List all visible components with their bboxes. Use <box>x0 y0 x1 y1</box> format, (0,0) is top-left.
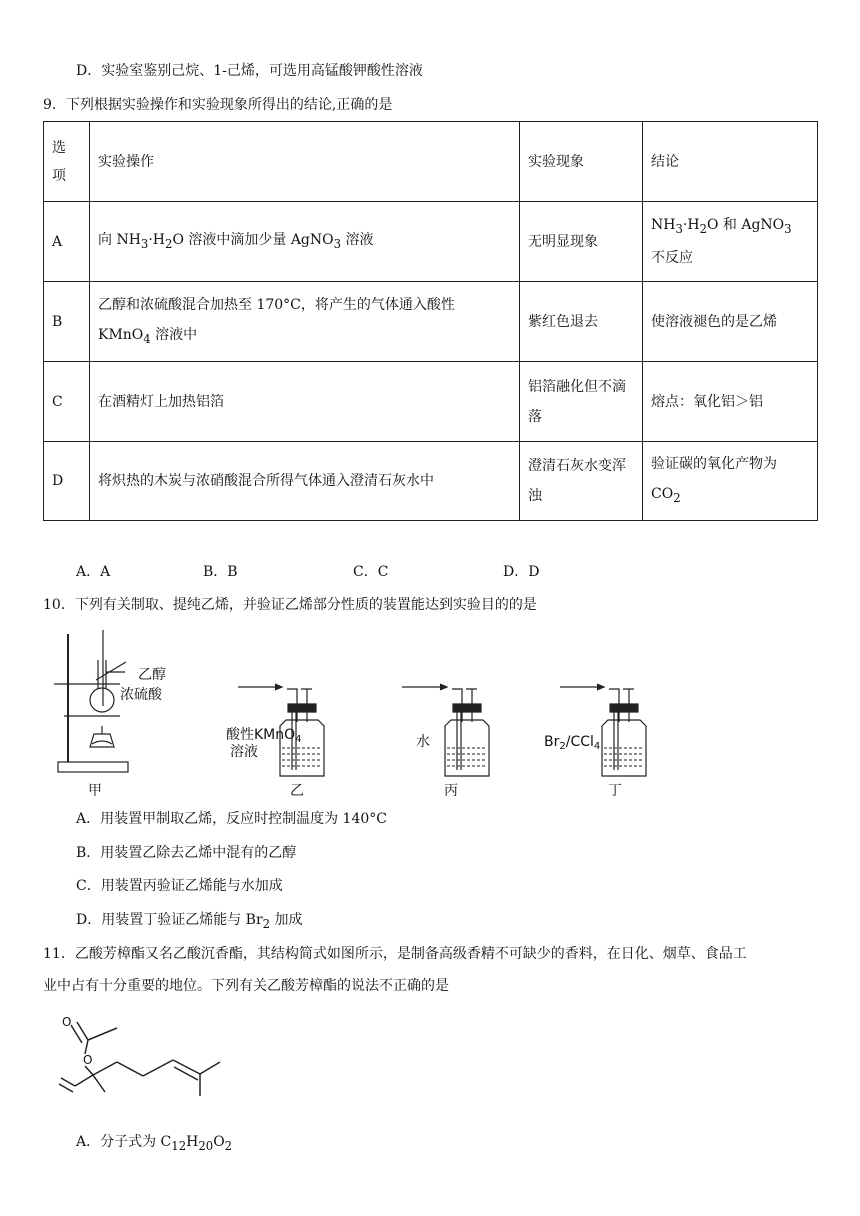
q9-choice-a: A．A <box>76 564 111 580</box>
q9-choice-c: C．C <box>353 564 389 580</box>
q11-stem-line2: 业中占有十分重要的地位。下列有关乙酸芳樟酯的说法不正确的是 <box>43 978 449 994</box>
jia-reagent-label-1: 乙醇 <box>138 667 166 683</box>
q11-option-a: A．分子式为 $C_{12}H_{20}O_2$ <box>76 1134 233 1153</box>
row-conclusion: 熔点：氧化铝＞铝 <box>643 362 818 442</box>
apparatus-ding <box>560 684 646 776</box>
apparatus-bing <box>402 684 489 776</box>
jia-label: 甲 <box>88 783 102 799</box>
yi-label: 乙 <box>290 783 304 799</box>
row-phenomenon: 紫红色退去 <box>520 282 643 362</box>
table-row <box>44 442 818 521</box>
table-row <box>44 282 818 362</box>
table-row <box>44 202 818 282</box>
header-conclusion: 结论 <box>643 122 818 202</box>
table-header-row <box>44 122 818 202</box>
header-phenomenon: 实验现象 <box>520 122 643 202</box>
q10-option-c: C．用装置丙验证乙烯能与水加成 <box>76 878 283 894</box>
bing-reagent-label: 水 <box>416 734 430 750</box>
row-conclusion: $NH_3\cdot H_2O$ 和 AgNO$_3$ 不反应 <box>643 202 818 282</box>
yi-reagent-label-1: 酸性KMnO$_4$ <box>226 727 302 745</box>
apparatus-jia <box>54 630 128 772</box>
q10-option-b: B．用装置乙除去乙烯中混有的乙醇 <box>76 845 297 861</box>
header-option: 选 项 <box>44 122 90 202</box>
row-conclusion: 验证碳的氧化产物为 $CO_2$ <box>643 442 818 521</box>
row-option: D <box>44 442 90 521</box>
q11-molecule-structure <box>55 1010 225 1100</box>
table-row <box>44 362 818 442</box>
q9-choice-b: B．B <box>203 564 238 580</box>
q10-option-d: D．用装置丁验证乙烯能与 $Br_2$ 加成 <box>76 912 303 931</box>
row-operation: 在酒精灯上加热铝箔 <box>90 362 520 442</box>
yi-reagent-label-2: 溶液 <box>230 744 258 760</box>
row-phenomenon: 澄清石灰水变浑浊 <box>520 442 643 521</box>
ding-reagent-label: $Br_2/CCl_4$ <box>544 734 601 752</box>
q10-stem: 10．下列有关制取、提纯乙烯，并验证乙烯部分性质的装置能达到实验目的的是 <box>43 597 537 613</box>
bing-label: 丙 <box>444 783 458 799</box>
row-operation: 将炽热的木炭与浓硝酸混合所得气体通入澄清石灰水中 <box>90 442 520 521</box>
q9-stem: 9．下列根据实验操作和实验现象所得出的结论,正确的是 <box>43 97 393 113</box>
header-operation: 实验操作 <box>90 122 520 202</box>
ding-label: 丁 <box>608 783 622 799</box>
q9-choice-d: D．D <box>503 564 540 580</box>
q11-stem-line1: 11．乙酸芳樟酯又名乙酸沉香酯，其结构简式如图所示，是制备高级香精不可缺少的香料，在日化、烟草、食品工 <box>43 946 747 962</box>
q10-option-a: A．用装置甲制取乙烯，反应时控制温度为 140°C <box>76 811 387 827</box>
row-phenomenon: 铝箔融化但不滴落 <box>520 362 643 442</box>
row-option: B <box>44 282 90 362</box>
row-operation: 向 $NH_3\cdot H_2O$ 溶液中滴加少量 AgNO$_3$ 溶液 <box>90 202 520 282</box>
oxygen-atom: O <box>83 1053 93 1067</box>
row-option: C <box>44 362 90 442</box>
q8-option-d: D．实验室鉴别己烷、1-己烯，可选用高锰酸钾酸性溶液 <box>76 63 423 79</box>
row-option: A <box>44 202 90 282</box>
carbonyl-oxygen-atom: O <box>62 1015 72 1029</box>
q9-table <box>43 121 818 521</box>
q10-apparatus-figure <box>50 622 660 802</box>
row-phenomenon: 无明显现象 <box>520 202 643 282</box>
row-conclusion: 使溶液褪色的是乙烯 <box>643 282 818 362</box>
jia-reagent-label-2: 浓硫酸 <box>120 687 162 703</box>
row-operation: 乙醇和浓硫酸混合加热至 170°C，将产生的气体通入酸性 KMnO$_4$ 溶液中 <box>90 282 520 362</box>
